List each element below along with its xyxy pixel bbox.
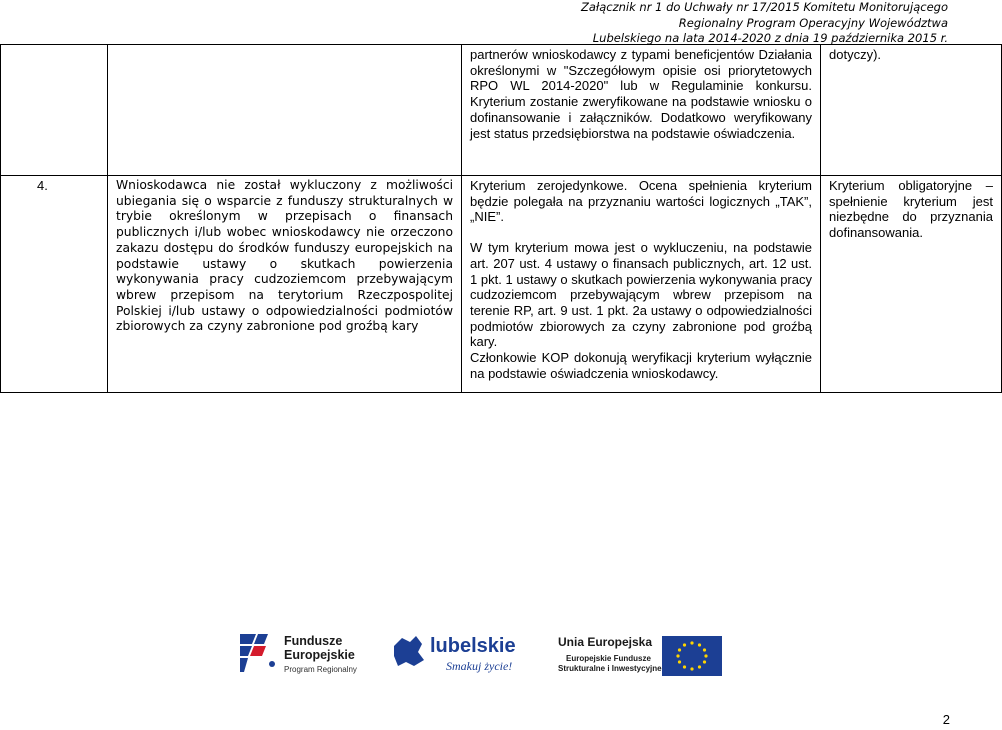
lubelskie-name: lubelskie [430,635,516,657]
criteria-table [0,44,1002,393]
document-header [581,0,948,47]
criterion-significance-cell: Kryterium obligatoryjne – spełnienie kryterium jest niezbędne do przyznania dofinansowania. [821,176,1002,393]
fe-line-3: Program Regionalny [284,665,357,674]
unia-europejska-logo [556,628,728,680]
criterion-number-cell: 4. [1,176,108,393]
header-line-1: Załącznik nr 1 do Uchwały nr 17/2015 Komitetu Monitorującego [581,0,948,14]
lubelskie-slogan: Smakuj życie! [446,659,513,673]
lubelskie-logo [388,628,523,680]
funding-logos-bar [238,628,728,680]
criterion-description-cell: partnerów wnioskodawcy z typami beneficjentów Działania określonymi w "Szczegółowym opisie osi priorytetowych RPO WL 2014-2020" lub w Regulaminie konkursu. Kryterium zostanie zweryfikowane na podstawie wniosku o dofinansowanie i załączników. Dodatkowo weryfikowany jest status przedsiębiorstwa na podstawie oświadczenia. [462,45,821,176]
description-paragraph: Kryterium zerojedynkowe. Ocena spełnienia kryterium będzie polegała na przyznaniu wartości logicznych „TAK”, „NIE”. [470,178,812,225]
ue-line-1: Europejskie Fundusze [566,654,651,663]
criterion-number-cell [1,45,108,176]
header-line-2: Regionalny Program Operacyjny Województwa [678,15,948,30]
table-row [1,176,1002,393]
ue-line-2: Strukturalne i Inwestycyjne [558,664,662,673]
table-row [1,45,1002,176]
fe-line-1: Fundusze [284,634,343,648]
criterion-description-cell [462,176,821,393]
criterion-name-cell: Wnioskodawca nie został wykluczony z możliwości ubiegania się o wsparcie z funduszy strukturalnych w trybie określonym w przepisach o finansach publicznych i/lub wobec wnioskodawcy nie orzeczono zakazu dostępu do środków funduszy europejskich na podstawie ustawy o skutkach powierzenia wykonywania pracy cudzoziemcom przebywającym wbrew przepisom na terytorium Rzeczpospolitej Polskiej i/lub ustawy o odpowiedzialności podmiotów zbiorowych za czyny zabronione pod groźbą kary [108,176,462,393]
criterion-significance-cell: dotyczy). [821,45,1002,176]
ue-title: Unia Europejska [558,635,653,649]
fe-line-2: Europejskie [284,648,355,662]
page-number: 2 [942,712,950,727]
header-line-3: Lubelskiego na lata 2014-2020 z dnia 19 października 2015 r. [592,31,948,45]
description-paragraph: Członkowie KOP dokonują weryfikacji kryterium wyłącznie na podstawie oświadczenia wnioskodawcy. [470,350,812,381]
description-paragraph: W tym kryterium mowa jest o wykluczeniu, na podstawie art. 207 ust. 4 ustawy o finansach publicznych, art. 12 ust. 1 pkt. 1 ustawy o skutkach powierzenia wykonywania pracy cudzoziemcom przebywającym wbrew przepisom na terenie RP, art. 9 ust. 1 pkt. 2a ustawy o odpowiedzialności podmiotów zbiorowych za czyny zabronione pod groźbą kary. [470,240,812,350]
fundusze-europejskie-logo [238,628,363,680]
criterion-name-cell [108,45,462,176]
